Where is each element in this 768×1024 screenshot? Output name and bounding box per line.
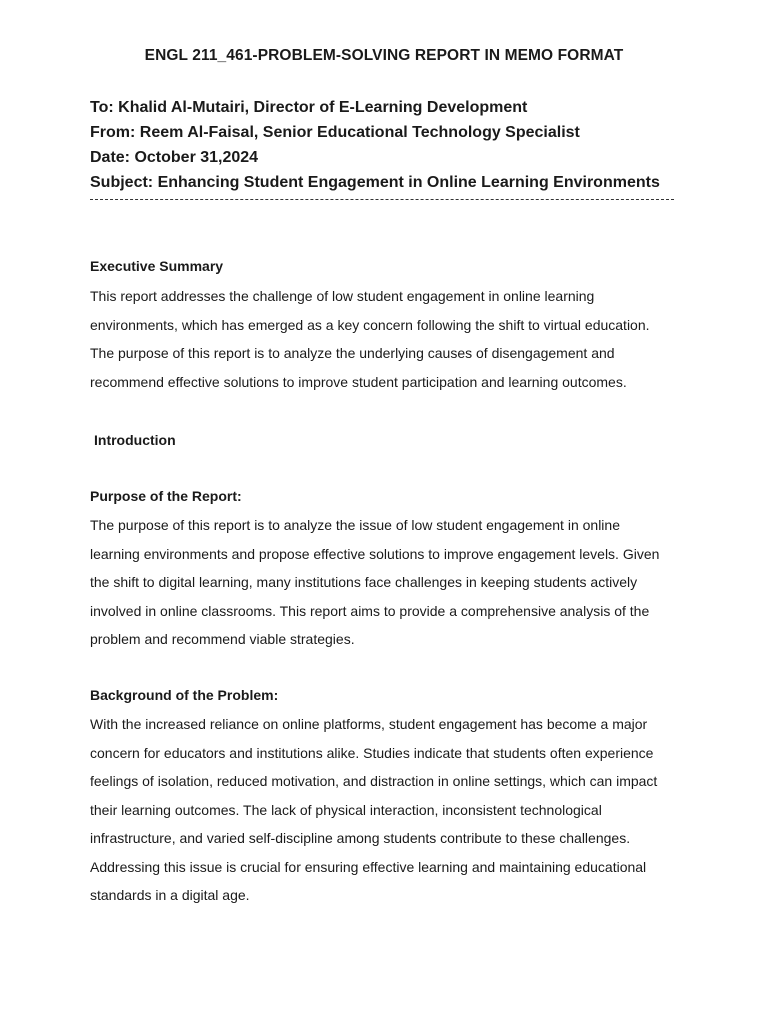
background-paragraph: [90, 710, 690, 910]
document-title: ENGL 211_461-PROBLEM-SOLVING REPORT IN MEMO FORMAT: [144, 47, 624, 64]
memo-subject-label: Subject:: [90, 174, 154, 191]
paragraph-line: With the increased reliance on online platforms, student engagement has become a major: [90, 716, 648, 732]
paragraph-line: infrastructure, and varied self-discipline among students contribute to these challenges.: [90, 830, 631, 846]
purpose-paragraph: [90, 511, 690, 654]
executive-summary-heading: Executive Summary: [90, 258, 224, 274]
memo-subject: [90, 170, 690, 195]
introduction-heading: Introduction: [94, 432, 176, 448]
memo-date: Date: October 31,2024: [90, 149, 259, 166]
paragraph-line: The purpose of this report is to analyze the issue of low student engagement in online: [90, 517, 620, 533]
paragraph-line: Addressing this issue is crucial for ensuring effective learning and maintaining educational: [90, 858, 647, 875]
paragraph-line: feelings of isolation, reduced motivation, and distraction in online settings, which can impact: [90, 773, 658, 789]
paragraph-line: standards in a digital age.: [90, 887, 250, 903]
paragraph-line: recommend effective solutions to improve student participation and learning outcomes.: [90, 373, 627, 390]
paragraph-line: learning environments and propose effective solutions to improve engagement levels. Given: [90, 545, 660, 562]
memo-to: To: Khalid Al-Mutairi, Director of E-Learning Development: [90, 99, 528, 116]
paragraph-line: concern for educators and institutions alike. Studies indicate that students often experience: [90, 744, 654, 761]
paragraph-line: environments, which has emerged as a key concern following the shift to virtual education.: [90, 316, 650, 333]
background-heading: Background of the Problem:: [90, 687, 279, 703]
executive-summary-paragraph: [90, 282, 690, 396]
purpose-heading: Purpose of the Report:: [90, 488, 242, 504]
memo-header: [90, 95, 690, 195]
memo-from: From: Reem Al-Faisal, Senior Educational Technology Specialist: [90, 124, 580, 141]
paragraph-line: involved in online classrooms. This report aims to provide a comprehensive analysis of the: [90, 602, 650, 619]
memo-divider: [90, 199, 674, 200]
paragraph-line: The purpose of this report is to analyze the underlying causes of disengagement and: [90, 345, 615, 361]
paragraph-line: This report addresses the challenge of low student engagement in online learning: [90, 288, 595, 304]
memo-subject-value: Enhancing Student Engagement in Online Learning Environments: [157, 174, 660, 191]
paragraph-line: their learning outcomes. The lack of physical interaction, inconsistent technological: [90, 801, 602, 818]
paragraph-line: the shift to digital learning, many institutions face challenges in keeping students actively: [90, 574, 638, 590]
paragraph-line: problem and recommend viable strategies.: [90, 631, 355, 647]
